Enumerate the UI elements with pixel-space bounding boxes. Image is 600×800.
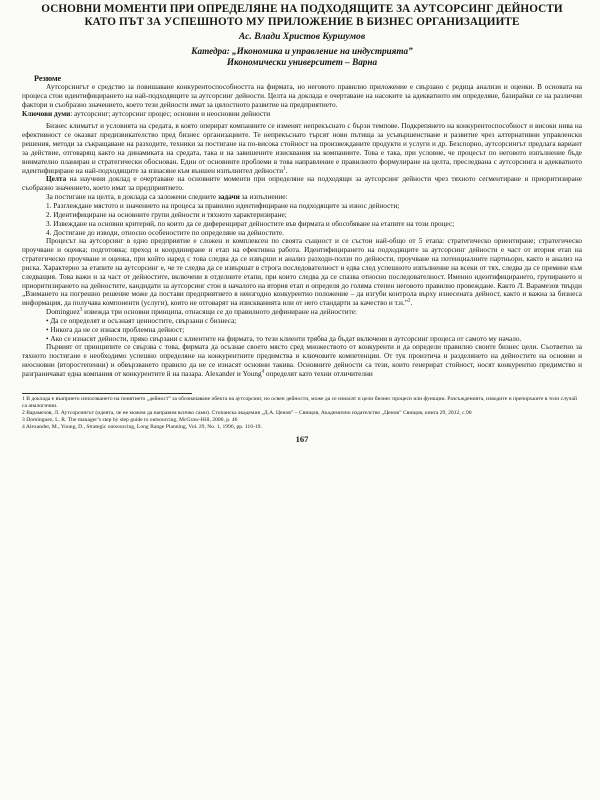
keywords-label: Ключови думи: [22, 109, 71, 118]
task-item-1: 1. Разглеждане мястото и значението на процеса за правилно идентифициране на подходящите за износ дейности;: [46, 201, 400, 210]
paragraph-text: определят като техни отличителни: [264, 370, 373, 378]
tasks-intro: [22, 193, 582, 202]
paper-title: [22, 0, 582, 28]
goal-label: Целта: [46, 175, 67, 184]
footnote-ref-4: 4: [261, 369, 265, 375]
abstract-text: Аутсорсингът е средство за повишаване конкурентоспособността на фирмата, но неговото правилно приложение е свързано с редица анализи и оценки. В основата на процеса стои идентифицирането на най-подходящите за аутсорсинг дейности. Целта на доклада е очертаване на насоките за адекватното им определяне, базирайки се на различни фактори и съобразно значението, което тези дейности имат за цялостното развитие на предприятието.: [22, 83, 582, 109]
body-paragraph-1: Бизнес климатът и условията на средата, в която оперират компаниите се изменят непрекъснато с бързи темпове. Подкрепянето на конкурентоспособност и високи нива на ефективност се оказват предизвикателство пред бизнес организациите. Те непрекъснато търсят нови пътища за усъвършенстване и развитие чрез алтернативни управленски решения, методи за съкращаване на разходите, техники за постигане на по-висока стойност на произвежданите продукти и услуги и др. Безспорно, аутсорсингът предлага вариант за действие, отговарящ както на динамиката на средата, така и на завишените изисквания на компаниите. Това е така, при условие, че процесът по неговото изпълнение бъде внимателно планиран и стратегически обоснован. Един от основните проблеми в това направление е правилното формулиране на целта, преследвана с аутсорсинга и адекватното идентифициране на най-подходящите за изнасяне към външен изпълнител дейности$^1$.: [22, 122, 582, 175]
list-item: • Ако се изнасят дейности, пряко свързани с клиентите на фирмата, то тези клиенти трябва да бъдат включени в аутсорсинг процеса от самото му начало.: [46, 334, 522, 343]
footnote-3: 3 Dominguez, L. R. The manager’s step by step guide to outsourcing, McGraw-Hill, 2006, p. 46: [22, 416, 238, 423]
tasks-label: задачи: [217, 193, 240, 202]
paragraph-text: на научния доклад е очертаване на основните моменти при определяне на подходящи за аутсорсинг дейности чрез тяхното сегментиране и приоритизиране съобразно значението, което имат за предприятието.: [22, 175, 582, 193]
paragraph-text: За постигане на целта, в доклада са заложени следните: [46, 193, 218, 202]
page-number: 167: [295, 433, 309, 444]
author-name: Ас. Влади Христов Куршумов: [238, 31, 366, 42]
list-item: • Никога да не се изнася проблемна дейност;: [46, 325, 185, 334]
footnote-ref-1: 1: [283, 166, 286, 172]
footnote-1: 1 В доклада е възприето използването на понятието „дейност” за обозначаване обекта на аутсорсинг, но освен дейности, може да се изнасят и цели бизнес процеси или функции. Разсъжденията, изводите и препоръките в този случай са аналогични.: [22, 395, 577, 409]
abstract-heading: Резюме: [34, 74, 62, 83]
title-line-1: ОСНОВНИ МОМЕНТИ ПРИ ОПРЕДЕЛЯНЕ НА ПОДХОДЯЩИТЕ ЗА АУТСОРСИНГ ДЕЙНОСТИ: [41, 3, 563, 15]
principles-list: [22, 317, 582, 344]
body-paragraph-5: [22, 343, 582, 378]
paragraph-text: Бизнес климатът и условията на средата, в която оперират компаниите се изменят непрекъснато с бързи темпове. Подкрепянето на конкурентоспособност и високи нива на ефективност се оказват предизвикателство пред бизнес организациите. Те непрекъснато търсят нови пътища за усъвършенстване и развитие чрез алтернативни управленски решения, методи за съкращаване на разходите, техники за постигане на по-висока стойност на произвежданите продукти и услуги и др. Безспорно, аутсорсингът предлага вариант за действие, отговарящ както на динамиката на средата, така и на завишените изисквания на компаниите. Това е така, при условие, че процесът по неговото изпълнение бъде внимателно планиран и стратегически обоснован. Един от основните проблеми в това направление е правилното формулиране на целта, преследвана с аутсорсинга и адекватното идентифициране на най-подходящите за изнасяне към външен изпълнител дейности: [22, 122, 582, 175]
keywords-text: : аутсорсинг; аутсорсинг процес; основни и неосновни дейности: [70, 109, 271, 118]
footnote-ref-3: 3: [79, 307, 83, 313]
footnote-2: 2 Варамезов, Л. Аутсорсингът (идеята, че не можем да направим всичко сами). Стопанска академия „Д.А. Ценов” – Свищов, Академично издателство „Ценов” Свищов, книга 29, 2012, с.90: [22, 409, 472, 416]
body-paragraph-3: Процесът на аутсорсинг в едно предприятие е сложен и комплексен по своята същност и се състои най-общо от 5 етапа: стратегическо ориентиране; стратегическо проучване и оценка; подготовка; преход и координиране и етап на ефективна работа. Идентифицирането на подходящите за аутсорсинг дейности е част от втория етап на стратегическо проучване и оценка, при който наред с това следва да се извърши и анализ разходи-ползи по дейности, проучване на потенциалните партньори, както и анализ на риска. Характерно за етапите на аутсорсинг е, че те следва да се извършат в строга последователност и едва след успешното изпълнение на всеки от тях, следва да се премине към следващия. Това важи и за част от дейностите, включени в отделните етапи, при които следва да се спазва относно последователност. Именно идентифицирането, групирането и приоритизирането на дейностите, кандидати за аутсорсинг стои в началото на втория етап и определя до голяма степен неговото правилно провеждане. Както Л. Варамезов твърди „Взимането на погрешно решение може да постави предприятието в неизгодно конкурентно положение – да изгуби контрола върху изнесената дейност, както и важна за бизнеса информация, да получава компоненти (услуги), които не отговарят на изискванията или от него стандарти за качество и т.н.”$^2$.: [22, 237, 582, 308]
paragraph-text: Процесът на аутсорсинг в едно предприятие е сложен и комплексен по своята същност и се състои най-общо от 5 етапа: стратегическо ориентиране; стратегическо проучване и оценка; подготовка; преход и координиране и етап на ефективна работа. Идентифицирането на подходящите за аутсорсинг дейности е част от втория етап на стратегическо проучване и оценка, при който наред с това следва да се извърши и анализ разходи-ползи по дейности, проучване на потенциалните партньори, както и анализ на риска. Характерно за етапите на аутсорсинг е, че те следва да се извършат в строга последователност и едва след успешното изпълнение на всеки от тях, следва да се премине към следващия. Това важи и за част от дейностите, включени в отделните етапи, при които следва да се спазва относно последователност. Именно идентифицирането, групирането и приоритизирането на дейностите, кандидати за аутсорсинг стои в началото на втория етап и определя до голяма степен неговото правилно провеждане. Както Л. Варамезов твърди „Взимането на погрешно решение може да постави предприятието в неизгодно конкурентно положение – да изгуби контрола върху изнесената дейност, както и важна за бизнеса информация, да получава компоненти (услуги), които не отговарят на изискванията или от него стандарти за качество и т.н.”: [22, 237, 582, 308]
task-item-2: 2. Идентифициране на основните групи дейности и тяхното характеризиране;: [46, 210, 287, 219]
affiliation: [22, 46, 582, 68]
task-item-4: 4. Достигане до изводи, относно особеностите по определяне на дейностите.: [46, 228, 284, 237]
footnote-ref-2: 2: [407, 298, 411, 304]
author-reference: Dominguez: [46, 308, 80, 317]
keywords: [22, 110, 582, 119]
paragraph-text: извежда три основни принципа, отнасящи се до правилното дефиниране на дейностите:: [82, 308, 357, 317]
title-line-2: КАТО ПЪТ ЗА УСПЕШНОТО МУ ПРИЛОЖЕНИЕ В БИЗНЕС ОРГАНИЗАЦИИТЕ: [84, 15, 520, 28]
footnote-4: 4 Alexander, M., Young, D., Strategic outsourcing, Long Range Planning, Vol. 29, No. 1, 1996, pp. 116-19.: [22, 423, 262, 430]
footnotes: [22, 396, 582, 431]
body-paragraph-4: [22, 308, 582, 317]
university-line: Икономически университет – Варна: [226, 57, 378, 67]
body-paragraph-2: [22, 175, 582, 193]
paragraph-text: за изпълнение:: [239, 193, 288, 202]
list-item: • Да се определят и осъзнаят ценностите, свързани с бизнеса;: [46, 316, 237, 325]
footnote-divider: [22, 393, 192, 394]
task-item-3: 3. Извеждане на основни критерий, по които да се диференцират дейностите във фирмата и обособяване на етапите на този процес;: [46, 219, 455, 228]
department-line: Катедра: „Икономика и управление на индустрията”: [191, 46, 413, 56]
paragraph-text: Първият от принципите се свързва с това, фирмата да осъзнае своето място сред множеството от конкуренти и да определи правилно своите бизнес цели. Съответно за тяхното постигане е необходимо успешно определяне на конкурентните предимства и ключовите компетенции. От тук произтича и разделянето на дейностите на основни и неосновни (второстепенни) и обвързването правило да не се изнасят основни такива. Основните дейности са тези, които генерират стойност, носят конкурентно предимство и разграничават една компания от конкурентите й на пазара. Alexander и Young: [22, 343, 582, 378]
